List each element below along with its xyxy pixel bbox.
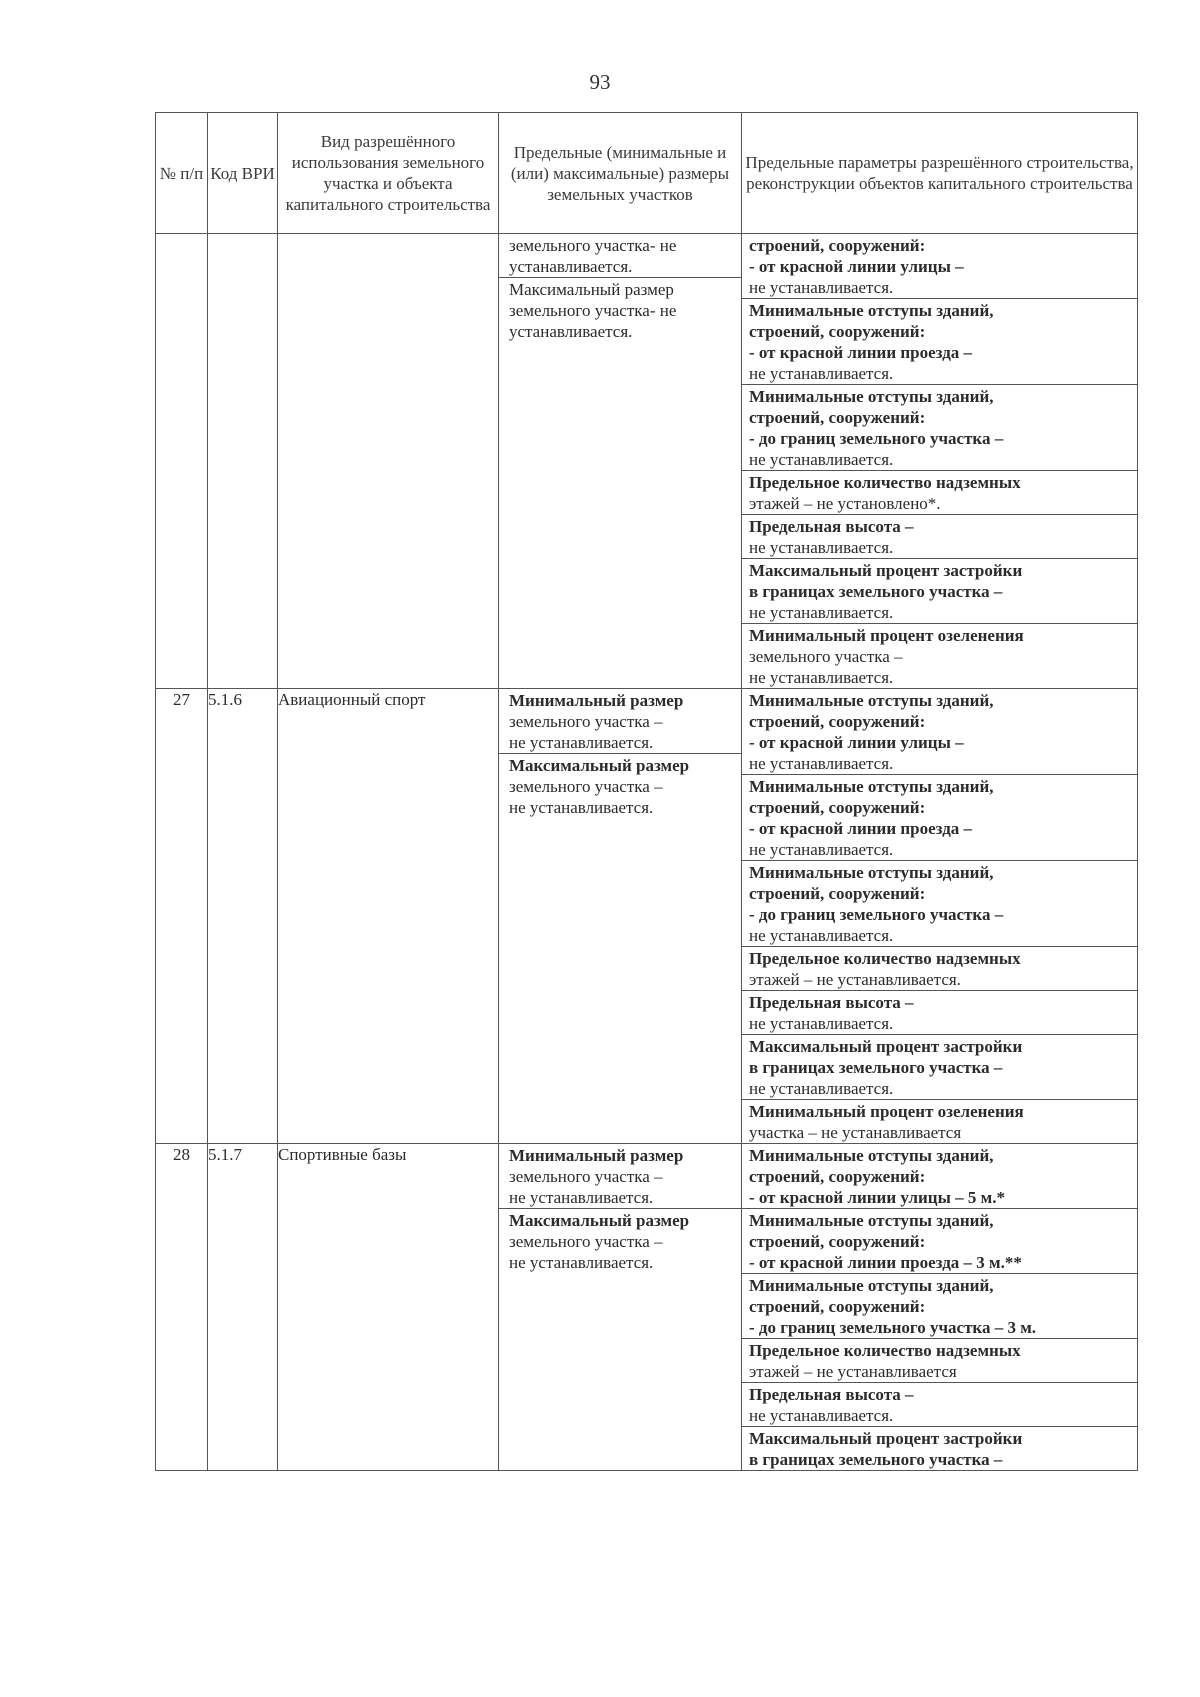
text-line: строений, сооружений:: [749, 1232, 926, 1251]
text-line: земельного участка –: [509, 1167, 663, 1186]
text-line: строений, сооружений:: [749, 408, 926, 427]
text-line: строений, сооружений:: [749, 1167, 926, 1186]
text-line: не устанавливается.: [509, 1253, 654, 1272]
cell-code-empty: [208, 234, 278, 689]
text-line: - от красной линии проезда –: [749, 819, 973, 838]
header-size: Предельные (минимальные и (или) максимальные) размеры земельных участков: [499, 113, 742, 234]
param-entry: [742, 558, 1137, 623]
param-entry: [742, 1382, 1137, 1426]
cell-num: 27: [156, 689, 208, 1144]
text-line: Минимальные отступы зданий,: [749, 301, 994, 320]
size-entry: [499, 234, 741, 277]
size-entry: [499, 277, 741, 342]
text-line: земельного участка –: [509, 1232, 663, 1251]
header-num: № п/п: [156, 113, 208, 234]
text-line: Минимальный размер: [509, 691, 684, 710]
text-line: не устанавливается.: [749, 450, 894, 469]
text-line: Предельное количество надземных: [749, 949, 1021, 968]
text-line: не устанавливается.: [749, 278, 894, 297]
text-line: Минимальные отступы зданий,: [749, 777, 994, 796]
text-line: Минимальный процент озеленения: [749, 1102, 1024, 1121]
param-entry: [742, 774, 1137, 860]
text-line: - от красной линии улицы –: [749, 257, 964, 276]
text-line: - от красной линии проезда – 3 м.**: [749, 1253, 1022, 1272]
text-line: участка – не устанавливается: [749, 1123, 962, 1142]
param-entry: [742, 946, 1137, 990]
cell-num: 28: [156, 1144, 208, 1471]
param-entry: [742, 1099, 1137, 1143]
cell-vri: Спортивные базы: [278, 1144, 499, 1471]
text-line: земельного участка –: [749, 647, 903, 666]
regulations-table: [155, 112, 1138, 1471]
cell-num-empty: [156, 234, 208, 689]
param-entry: [742, 1426, 1137, 1470]
text-line: Предельное количество надземных: [749, 473, 1021, 492]
text-line: Максимальный размер: [509, 756, 690, 775]
text-line: не устанавливается.: [749, 754, 894, 773]
text-line: Предельное количество надземных: [749, 1341, 1021, 1360]
text-line: в границах земельного участка –: [749, 1058, 1003, 1077]
text-line: не устанавливается.: [749, 840, 894, 859]
param-entry: [742, 1144, 1137, 1208]
text-line: Максимальный процент застройки: [749, 1037, 1023, 1056]
text-line: строений, сооружений:: [749, 884, 926, 903]
param-entry: [742, 384, 1137, 470]
text-line: - до границ земельного участка – 3 м.: [749, 1318, 1037, 1337]
cell-size: [499, 689, 742, 1144]
text-line: земельного участка –: [509, 712, 663, 731]
cell-size: [499, 1144, 742, 1471]
text-line: Минимальные отступы зданий,: [749, 1276, 994, 1295]
size-entry: [499, 689, 741, 753]
text-line: Максимальный размер: [509, 1211, 690, 1230]
text-line: не устанавливается.: [749, 926, 894, 945]
text-line: Максимальный размер: [509, 280, 674, 299]
text-line: Предельная высота –: [749, 517, 914, 536]
text-line: устанавливается.: [509, 257, 633, 276]
text-line: - от красной линии улицы – 5 м.*: [749, 1188, 1005, 1207]
text-line: в границах земельного участка –: [749, 582, 1003, 601]
text-line: не устанавливается.: [509, 733, 654, 752]
size-entry: [499, 753, 741, 818]
table-row: [156, 1144, 1138, 1471]
page-number: 93: [589, 70, 611, 94]
text-line: Минимальный размер: [509, 1146, 684, 1165]
text-line: строений, сооружений:: [749, 322, 926, 341]
text-line: строений, сооружений:: [749, 798, 926, 817]
param-entry: [742, 1034, 1137, 1099]
text-line: не устанавливается.: [749, 364, 894, 383]
param-entry: [742, 470, 1137, 514]
text-line: земельного участка- не: [509, 301, 677, 320]
text-line: строений, сооружений:: [749, 236, 926, 255]
text-line: Максимальный процент застройки: [749, 1429, 1023, 1448]
cell-params: [742, 234, 1138, 689]
text-line: - от красной линии проезда –: [749, 343, 973, 362]
text-line: Максимальный процент застройки: [749, 561, 1023, 580]
size-entry: [499, 1144, 741, 1208]
text-line: земельного участка- не: [509, 236, 677, 255]
text-line: земельного участка –: [509, 777, 663, 796]
table-row: [156, 234, 1138, 689]
param-entry: [742, 298, 1137, 384]
param-entry: [742, 1273, 1137, 1338]
table-header-row: [156, 113, 1138, 234]
text-line: этажей – не устанавливается.: [749, 970, 961, 989]
param-entry: [742, 623, 1137, 688]
text-line: - от красной линии улицы –: [749, 733, 964, 752]
param-entry: [742, 234, 1137, 298]
size-entry: [499, 1208, 741, 1273]
text-line: не устанавливается.: [749, 1406, 894, 1425]
text-line: Минимальный процент озеленения: [749, 626, 1024, 645]
text-line: не устанавливается.: [749, 603, 894, 622]
text-line: не устанавливается.: [749, 1014, 894, 1033]
cell-code: 5.1.7: [208, 1144, 278, 1471]
text-line: не устанавливается.: [749, 668, 894, 687]
text-line: Минимальные отступы зданий,: [749, 863, 994, 882]
text-line: - до границ земельного участка –: [749, 429, 1004, 448]
table-row: [156, 689, 1138, 1144]
header-params: Предельные параметры разрешённого строительства, реконструкции объектов капитального строительства: [742, 113, 1138, 234]
param-entry: [742, 514, 1137, 558]
text-line: Минимальные отступы зданий,: [749, 387, 994, 406]
cell-params: [742, 1144, 1138, 1471]
text-line: Минимальные отступы зданий,: [749, 1211, 994, 1230]
text-line: Минимальные отступы зданий,: [749, 1146, 994, 1165]
param-entry: [742, 689, 1137, 774]
text-line: не устанавливается.: [749, 1079, 894, 1098]
cell-params: [742, 689, 1138, 1144]
header-code: Код ВРИ: [208, 113, 278, 234]
text-line: Предельная высота –: [749, 1385, 914, 1404]
text-line: не устанавливается.: [509, 798, 654, 817]
text-line: строений, сооружений:: [749, 1297, 926, 1316]
text-line: - до границ земельного участка –: [749, 905, 1004, 924]
text-line: строений, сооружений:: [749, 712, 926, 731]
text-line: этажей – не установлено*.: [749, 494, 941, 513]
param-entry: [742, 990, 1137, 1034]
cell-code: 5.1.6: [208, 689, 278, 1144]
text-line: не устанавливается.: [749, 538, 894, 557]
cell-vri: Авиационный спорт: [278, 689, 499, 1144]
header-vri: Вид разрешённого использования земельного участка и объекта капитального строительства: [278, 113, 499, 234]
text-line: устанавливается.: [509, 322, 633, 341]
param-entry: [742, 860, 1137, 946]
text-line: Минимальные отступы зданий,: [749, 691, 994, 710]
text-line: Предельная высота –: [749, 993, 914, 1012]
text-line: этажей – не устанавливается: [749, 1362, 957, 1381]
param-entry: [742, 1208, 1137, 1273]
text-line: в границах земельного участка –: [749, 1450, 1003, 1469]
param-entry: [742, 1338, 1137, 1382]
cell-vri-empty: [278, 234, 499, 689]
text-line: не устанавливается.: [509, 1188, 654, 1207]
cell-size: [499, 234, 742, 689]
